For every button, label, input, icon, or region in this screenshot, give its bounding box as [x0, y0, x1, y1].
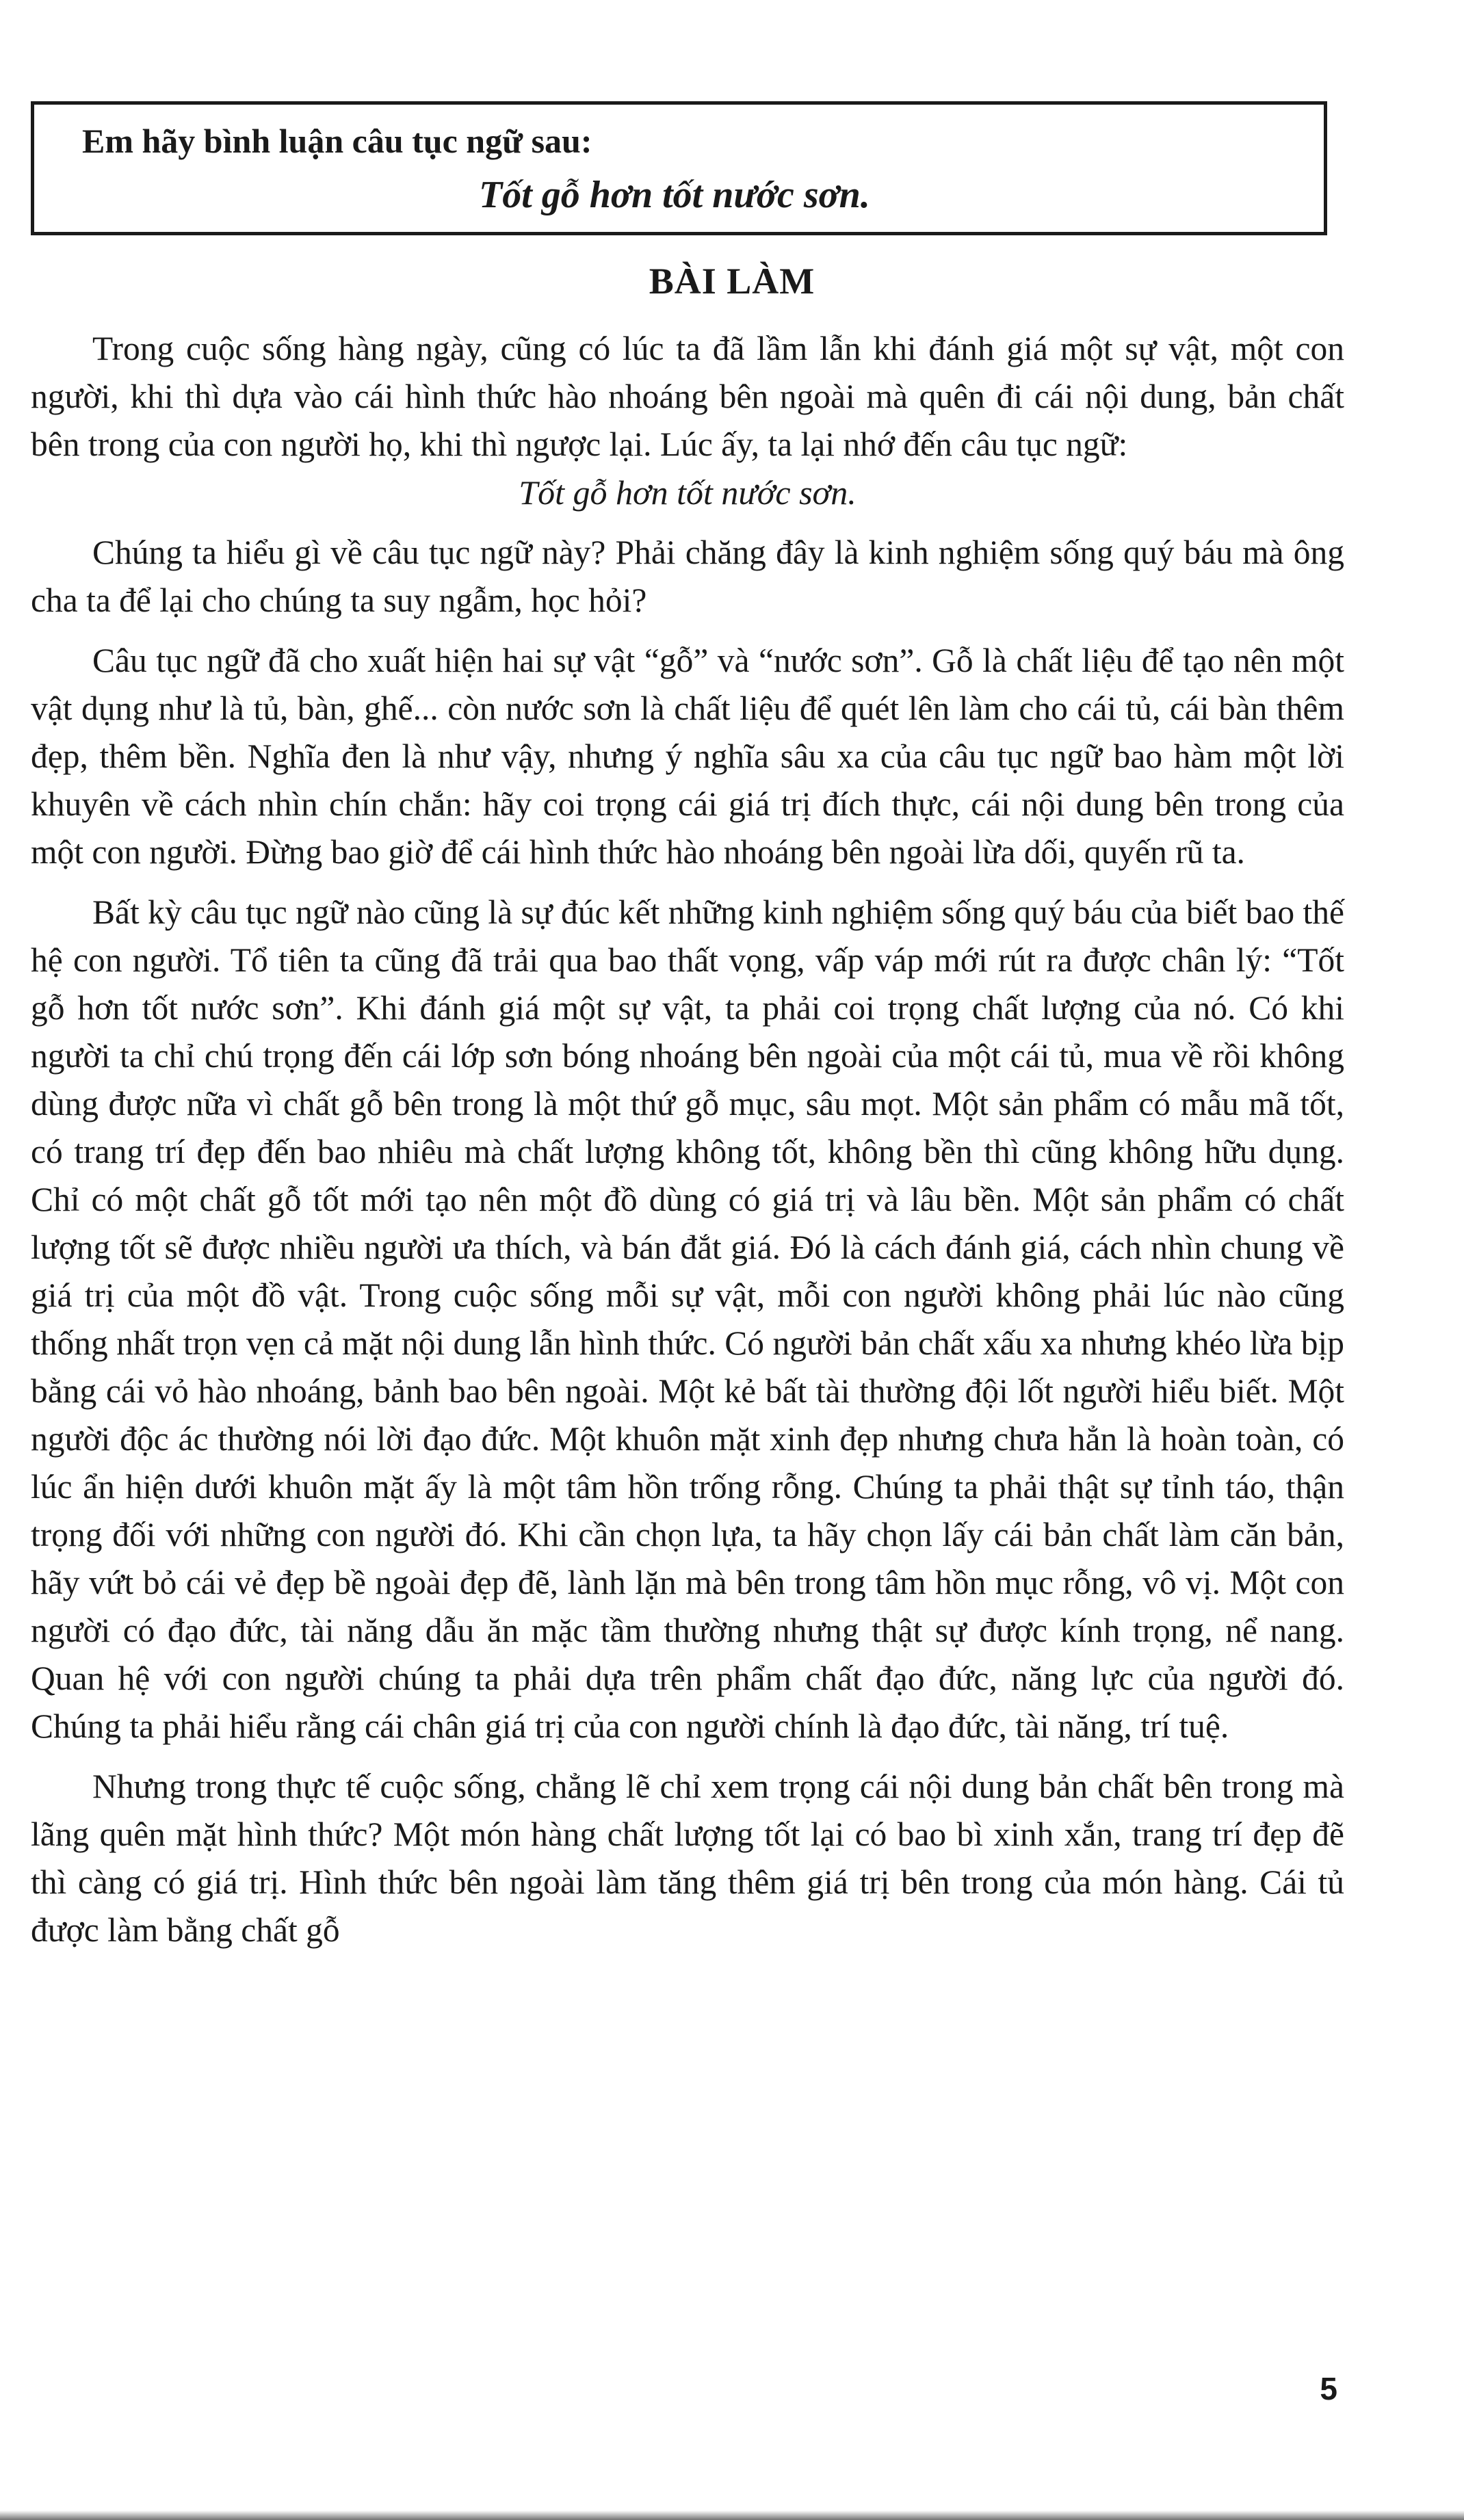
essay-paragraph: Nhưng trong thực tế cuộc sống, chẳng lẽ chỉ xem trọng cái nội dung bản chất bên trong mà lãng quên mặt hình thức? Một món hàng chất lượng tốt lại có bao bì xinh xắn, trang trí đẹp đẽ thì càng có giá trị. Hình thức bên ngoài làm tăng thêm giá trị bên trong của món hàng. Cái tủ được làm bằng chất gỗ: [31, 1768, 1344, 1949]
essay-paragraph: Bất kỳ câu tục ngữ nào cũng là sự đúc kết những kinh nghiệm sống quý báu của biết bao thế hệ con người. Tổ tiên ta cũng đã trải qua bao thất vọng, vấp váp mới rút ra được chân lý: “Tốt gỗ hơn tốt nước sơn”. Khi đánh giá một sự vật, ta phải coi trọng chất lượng của nó. Có khi người ta chỉ chú trọng đến cái lớp sơn bóng nhoáng bên ngoài của một cái tủ, mua về rồi không dùng được nữa vì chất gỗ bên trong là một thứ gỗ mục, sâu mọt. Một sản phẩm có mẫu mã tốt, có trang trí đẹp đến bao nhiêu mà chất lượng không tốt, không bền thì cũng không hữu dụng. Chỉ có một chất gỗ tốt mới tạo nên một đồ dùng có giá trị và lâu bền. Một sản phẩm có chất lượng tốt sẽ được nhiều người ưa thích, và bán đắt giá. Đó là cách đánh giá, cách nhìn chung về giá trị của một đồ vật. Trong cuộc sống mỗi sự vật, mỗi con người không phải lúc nào cũng thống nhất trọn vẹn cả mặt nội dung lẫn hình thức. Có người bản chất xấu xa nhưng khéo lừa bịp bằng cái vỏ hào nhoáng, bảnh bao bên ngoài. Một kẻ bất tài thường đội lốt người hiểu biết. Một người độc ác thường nói lời đạo đức. Một khuôn mặt xinh đẹp nhưng chưa hẳn là hoàn toàn, có lúc ẩn hiện dưới khuôn mặt ấy là một tâm hồn trống rỗng. Chúng ta phải thật sự tỉnh táo, thận trọng đối với những con người đó. Khi cần chọn lựa, ta hãy chọn lấy cái bản chất làm căn bản, hãy vứt bỏ cái vẻ đẹp bề ngoài đẹp đẽ, lành lặn mà bên trong tâm hồn mục rỗng, vô vị. Một con người có đạo đức, tài năng dẫu ăn mặc tầm thường nhưng thật sự được kính trọng, nể nang. Quan hệ với con người chúng ta phải dựa trên phẩm chất đạo đức, năng lực của người đó. Chúng ta phải hiểu rằng cái chân giá trị của con người chính là đạo đức, tài năng, trí tuệ.: [31, 893, 1344, 1745]
essay-paragraph: Trong cuộc sống hàng ngày, cũng có lúc ta đã lầm lẫn khi đánh giá một sự vật, một con người, khi thì dựa vào cái hình thức hào nhoáng bên ngoài mà quên đi cái nội dung, bản chất bên trong của con người họ, khi thì ngược lại. Lúc ấy, ta lại nhớ đến câu tục ngữ:: [31, 330, 1344, 463]
assignment-prompt: Em hãy bình luận câu tục ngữ sau:: [82, 122, 592, 160]
assignment-box: [31, 101, 1327, 235]
essay-body: [31, 325, 1344, 1954]
essay-heading: BÀI LÀM: [649, 261, 815, 302]
page-number: 5: [1320, 2371, 1337, 2406]
page-edge-shadow: [0, 2510, 1464, 2520]
assignment-proverb: Tốt gỗ hơn tốt nước sơn.: [479, 174, 870, 216]
essay-paragraph: Câu tục ngữ đã cho xuất hiện hai sự vật “gỗ” và “nước sơn”. Gỗ là chất liệu để tạo nên một vật dụng như là tủ, bàn, ghế... còn nước sơn là chất liệu để quét lên làm cho cái tủ, cái bàn thêm đẹp, thêm bền. Nghĩa đen là như vậy, nhưng ý nghĩa sâu xa của câu tục ngữ bao hàm một lời khuyên về cách nhìn chín chắn: hãy coi trọng cái giá trị đích thực, cái nội dung bên trong của một con người. Đừng bao giờ để cái hình thức hào nhoáng bên ngoài lừa dối, quyến rũ ta.: [31, 642, 1344, 871]
essay-paragraph: Chúng ta hiểu gì về câu tục ngữ này? Phải chăng đây là kinh nghiệm sống quý báu mà ông cha ta để lại cho chúng ta suy ngẫm, học hỏi?: [31, 534, 1344, 619]
proverb-quote: Tốt gỗ hơn tốt nước sơn.: [519, 473, 857, 512]
